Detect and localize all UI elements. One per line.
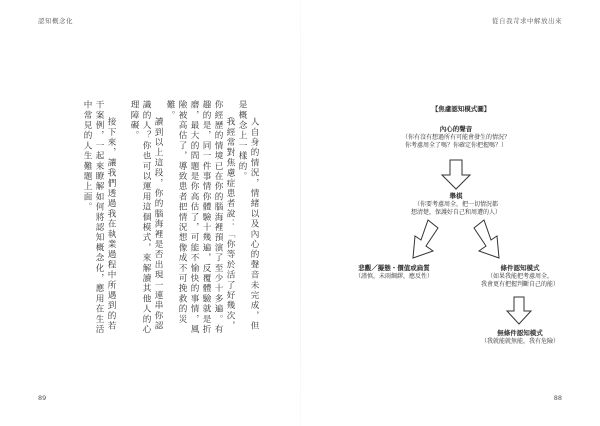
left-node-title: 悲觀／擬態・價值或扁質 (358, 264, 430, 272)
paragraph-3: 讀到以上這段，你的腦海裡是否出現一連串你認識的人？你也可以運用這個模式，來解讀其他人的心理障礙。 (129, 100, 163, 335)
arrow-down-1 (442, 160, 470, 189)
left-page-number: 89 (38, 394, 47, 402)
paragraph-1: 人自身的情況，情緒以及內心的聲音未完成，但是概念上一樣的。 (237, 100, 259, 332)
top-node-title: 內心的聲音 (439, 125, 473, 133)
left-running-head: 認知概念化 (38, 17, 73, 25)
right-page-number: 88 (553, 394, 562, 402)
right-node-line2: 我會更有把握判斷自己的能） (480, 281, 559, 288)
right-node-line1: （如果我能把考慮周全， (486, 273, 553, 280)
middle-node-line2: 想清楚，保護好自己和周遭的人） (410, 209, 501, 216)
middle-node-title: 舉棋 (449, 192, 463, 200)
arrow-down-right (474, 220, 499, 258)
anxiety-cognitive-model-diagram (354, 100, 578, 345)
body-text-vertical (70, 100, 260, 340)
arrow-down-left (413, 220, 438, 258)
arrow-down-2 (507, 297, 531, 324)
diagram-title: 【焦慮認知模式圖】 (431, 105, 491, 113)
book-gutter (300, 0, 301, 426)
top-node-line2: 你考慮周全了嗎？你確定你把握嗎？） (404, 142, 507, 149)
middle-node-line1: （你要考慮周全，把一切情況都 (413, 201, 498, 208)
top-node-line1: （你有沒有想過所有可能會發生的情況？ (401, 134, 510, 141)
bottom-node-title: 無條件認知模式 (497, 329, 543, 337)
right-node-title: 條件認知模式 (500, 264, 540, 272)
paragraph-2: 我經常對焦慮症患者說：「你等於活了好幾次，你經歷的情境已在你的腦海裡預演了至少十多遍。有趣的是，同一件事情你體驗十幾遍，反覆體驗就是折磨，最大的問題是你高估了，可能不愉快的事情，風險被高估了，導致患者把情況想像成不可挽救的災難。 (165, 100, 235, 335)
bottom-node-line1: （我就能就無能，我有危險） (480, 338, 559, 345)
paragraph-4: 接下來，讓我們透過我在執業過程中所遇到的若干案例，一起來瞭解如何將認知概念化，應用在生活中常見的人生難題上面。 (82, 100, 116, 335)
right-running-head: 從自我苛求中解放出來 (492, 17, 562, 25)
left-node-line1: （謹慎，未雨綢繆，應反性） (354, 273, 433, 280)
